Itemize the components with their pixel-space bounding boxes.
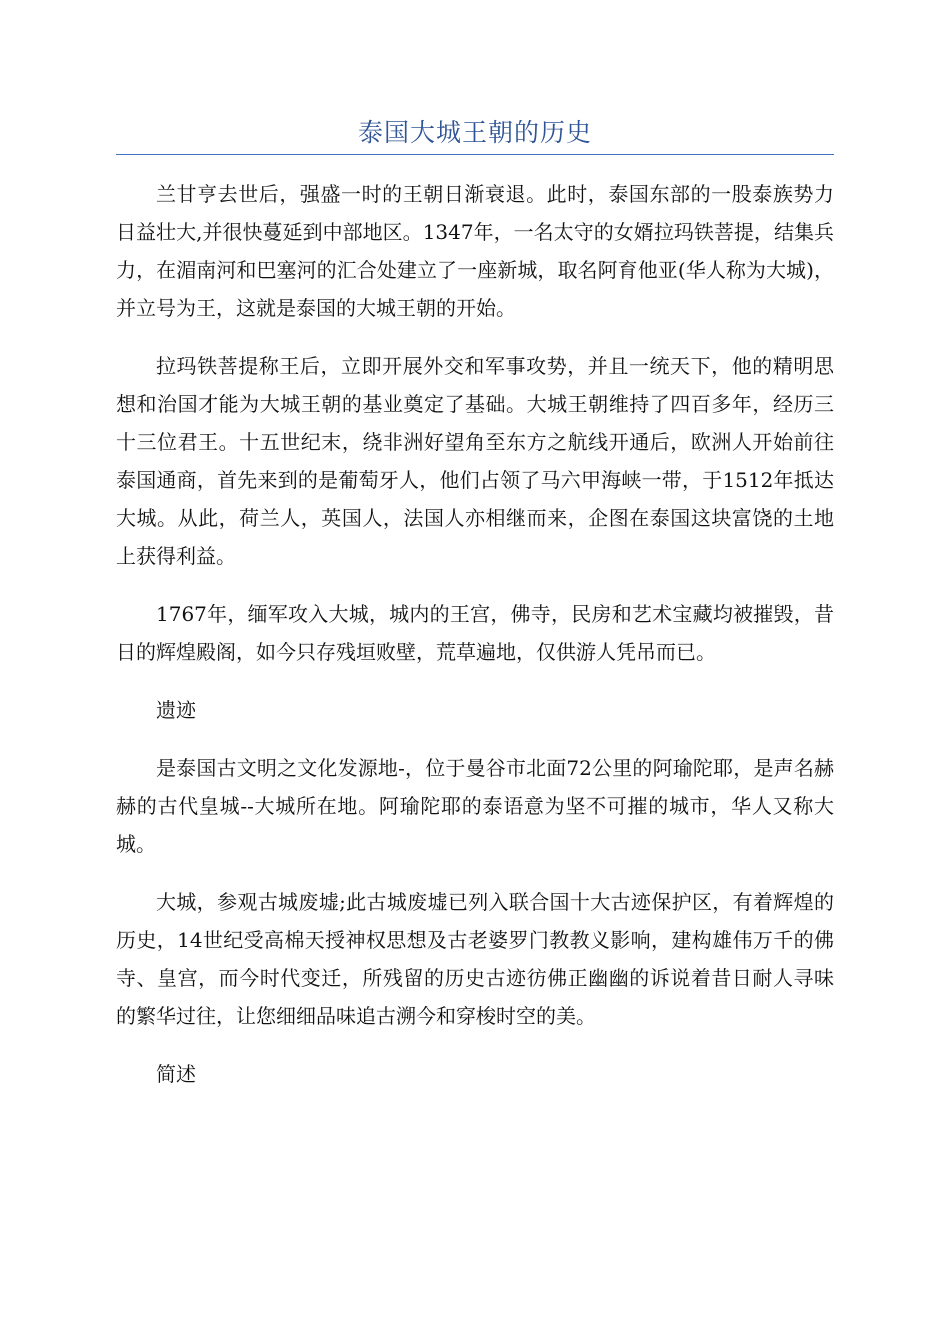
paragraph-ruins-visit: 大城，参观古城废墟;此古城废墟已列入联合国十大古迹保护区，有着辉煌的历史，14世纪受高棉天授神权思想及古老婆罗门教教义影响，建构雄伟万千的佛寺、皇宫，而今时代变迁，所残留的历史古迹彷佛正幽幽的诉说着昔日耐人寻味的繁华过往，让您细细品味追古溯今和穿梭时空的美。 xyxy=(116,890,834,1028)
paragraph-ruins-location: 是泰国古文明之文化发源地-，位于曼谷市北面72公里的阿瑜陀耶，是声名赫赫的古代皇城--大城所在地。阿瑜陀耶的泰语意为坚不可摧的城市，华人又称大城。 xyxy=(116,756,834,856)
section-heading-ruins: 遗迹 xyxy=(156,698,196,722)
page-title: 泰国大城王朝的历史 xyxy=(357,118,592,147)
section-heading-summary: 简述 xyxy=(156,1062,196,1086)
paragraph-destruction: 1767年，缅军攻入大城，城内的王宫，佛寺，民房和艺术宝藏均被摧毁，昔日的辉煌殿阁，如今只存残垣败壁，荒草遍地，仅供游人凭吊而已。 xyxy=(116,602,834,664)
document-page xyxy=(116,0,834,1113)
paragraph-history-origin: 兰甘亨去世后，强盛一时的王朝日渐衰退。此时，泰国东部的一股泰族势力日益壮大,并很快蔓延到中部地区。1347年，一名太守的女婿拉玛铁菩提，结集兵力，在湄南河和巴塞河的汇合处建立了一座新城，取名阿育他亚(华人称为大城)，并立号为王，这就是泰国的大城王朝的开始。 xyxy=(116,182,834,320)
title-underline xyxy=(116,154,834,155)
document-body xyxy=(116,175,834,1093)
paragraph-dynasty-growth: 拉玛铁菩提称王后，立即开展外交和军事攻势，并且一统天下，他的精明思想和治国才能为大城王朝的基业奠定了基础。大城王朝维持了四百多年，经历三十三位君王。十五世纪末，绕非洲好望角至东方之航线开通后，欧洲人开始前往泰国通商，首先来到的是葡萄牙人，他们占领了马六甲海峡一带，于1512年抵达大城。从此，荷兰人，英国人，法国人亦相继而来，企图在泰国这块富饶的土地上获得利益。 xyxy=(116,354,834,568)
